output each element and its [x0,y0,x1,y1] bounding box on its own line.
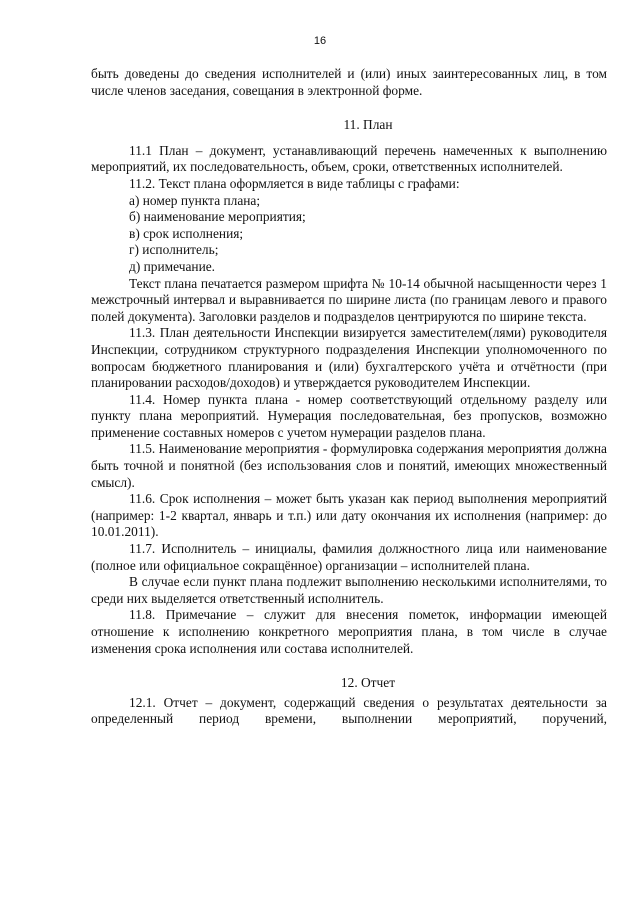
paragraph-12-1: 12.1. Отчет – документ, содержащий сведения о результатах деятельности за определенный период времени, выполнении мероприятий, поручений, [91,694,607,727]
section-heading-report: 12. Отчет [340,675,396,691]
list-item-d: д) примечание. [129,258,216,274]
list-item-g: г) исполнитель; [129,242,219,258]
paragraph-11-4: 11.4. Номер пункта плана - номер соответствующий отдельному разделу или пункту плана мероприятий. Нумерация последовательная, без пропусков, возможно применение составных номеров с учетом нумерации разделов плана. [91,391,607,440]
paragraph-11-3: 11.3. План деятельности Инспекции визируется заместителем(лями) руководителя Инспекции, сотрудником структурного подразделения Инспекции уполномоченного по вопросам бюджетного планирования и (или) бухгалтерского учёта и отчётности (при планировании расходов/доходов) и утверждается руководителем Инспекции. [91,325,607,391]
list-item-a: а) номер пункта плана; [129,192,261,208]
paragraph-plan-text-format: Текст плана печатается размером шрифта № 10-14 обычной насыщенности через 1 межстрочный интервал и выравнивается по ширине листа (по границам левого и правого полей документа). Заголовки разделов и подразделов центрируются по ширине текста. [91,275,607,324]
section-heading-plan: 11. План [343,117,393,133]
paragraph-11-8: 11.8. Примечание – служит для внесения пометок, информации имеющей отношение к исполнению конкретного мероприятия плана, в том числе в случае изменения срока исполнения или состава исполнителей. [91,607,607,656]
paragraph-11-1: 11.1 План – документ, устанавливающий перечень намеченных к выполнению мероприятий, их последовательность, объем, сроки, ответственных исполнителей. [91,142,607,175]
list-item-v: в) срок исполнения; [129,225,244,241]
paragraph-11-5: 11.5. Наименование мероприятия - формулировка содержания мероприятия должна быть точной и понятной (без использования слов и понятий, имеющих множественный смысл). [91,441,607,490]
document-body [91,66,607,728]
paragraph-11-6: 11.6. Срок исполнения – может быть указан как период выполнения мероприятий (например: 1-2 квартал, январь и т.п.) или дату окончания их исполнения (например: до 10.01.2011). [91,491,607,540]
paragraph-continuation: быть доведены до сведения исполнителей и (или) иных заинтересованных лиц, в том числе членов заседания, совещания в электронной форме. [91,66,607,98]
list-item-b: б) наименование мероприятия; [129,209,306,225]
paragraph-responsible-executor: В случае если пункт плана подлежит выполнению несколькими исполнителями, то среди них выделяется ответственный исполнитель. [91,574,607,606]
paragraph-11-7: 11.7. Исполнитель – инициалы, фамилия должностного лица или наименование (полное или официальное сокращённое) организации – исполнителей плана. [91,541,607,573]
paragraph-11-2: 11.2. Текст плана оформляется в виде таблицы с графами: [129,175,460,191]
page-number: 16 [313,35,327,47]
